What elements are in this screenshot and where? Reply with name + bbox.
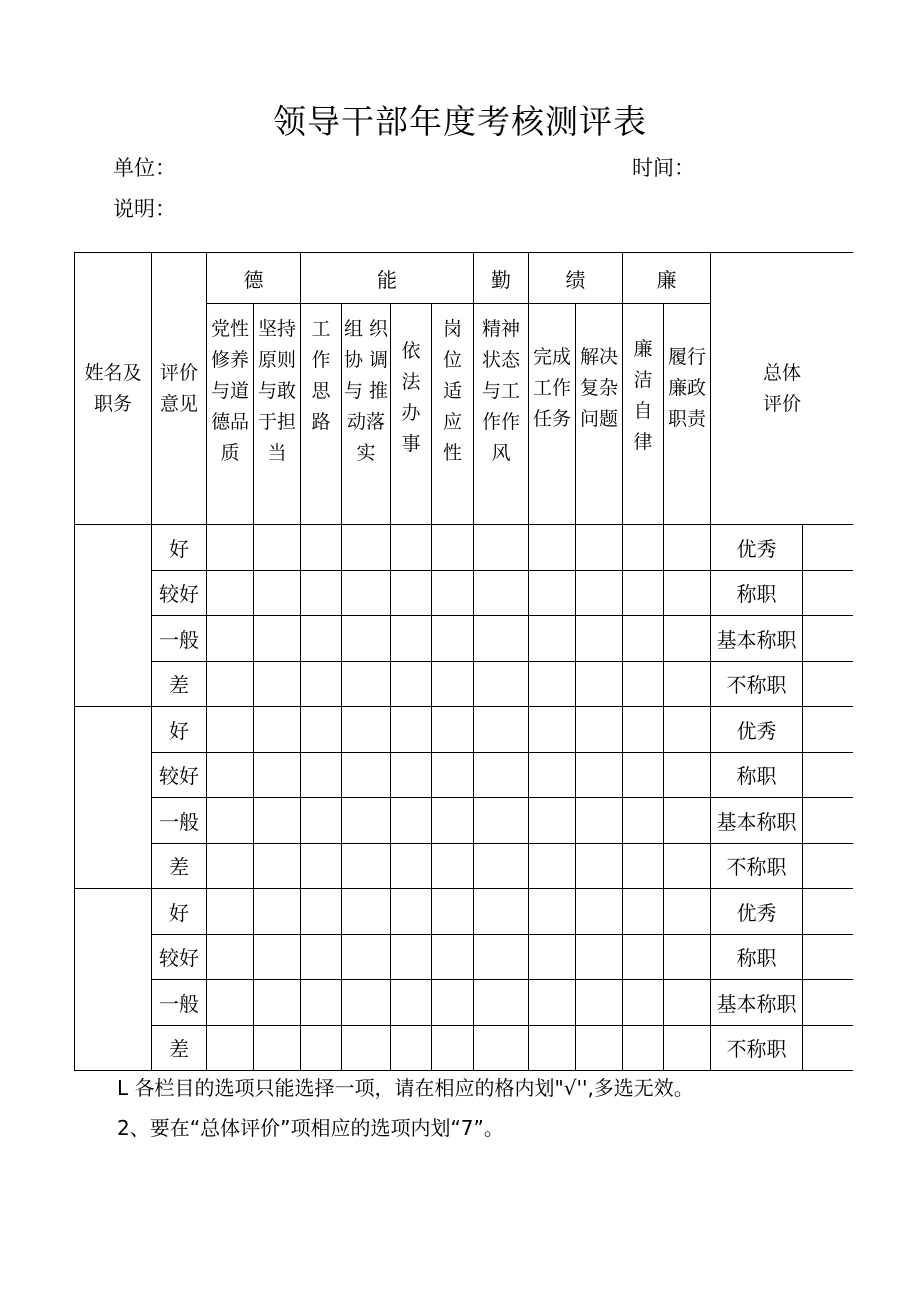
rating-checkbox-cell[interactable] [253, 615, 300, 661]
rating-checkbox-cell[interactable] [575, 524, 622, 570]
rating-checkbox-cell[interactable] [528, 843, 575, 889]
rating-checkbox-cell[interactable] [622, 797, 663, 843]
rating-checkbox-cell[interactable] [622, 661, 663, 707]
rating-checkbox-cell[interactable] [206, 1025, 253, 1071]
rating-checkbox-cell[interactable] [390, 524, 431, 570]
rating-checkbox-cell[interactable] [528, 706, 575, 752]
overall-option-label: 称职 [710, 570, 802, 616]
item-header-10: 廉 洁 自 律 [622, 303, 663, 524]
overall-option-label: 不称职 [710, 843, 802, 889]
rating-checkbox-cell[interactable] [528, 888, 575, 934]
rating-checkbox-cell[interactable] [575, 661, 622, 707]
rating-checkbox-cell[interactable] [473, 752, 528, 798]
overall-checkbox-cell[interactable] [802, 843, 853, 889]
person-name-cell[interactable] [74, 706, 151, 888]
rating-checkbox-cell[interactable] [300, 1025, 341, 1071]
overall-option-label: 基本称职 [710, 615, 802, 661]
rating-level-label: 差 [151, 843, 206, 889]
rating-checkbox-cell[interactable] [206, 843, 253, 889]
overall-checkbox-cell[interactable] [802, 1025, 853, 1071]
rating-checkbox-cell[interactable] [300, 524, 341, 570]
rating-checkbox-cell[interactable] [473, 843, 528, 889]
rating-checkbox-cell[interactable] [253, 797, 300, 843]
rating-checkbox-cell[interactable] [663, 797, 710, 843]
rating-level-label: 较好 [151, 570, 206, 616]
rating-checkbox-cell[interactable] [341, 1025, 390, 1071]
rating-checkbox-cell[interactable] [253, 979, 300, 1025]
footnote-1: L 各栏目的选项只能选择一项，请在相应的格内划"√'',多选无效。 [117, 1076, 694, 1100]
rating-checkbox-cell[interactable] [390, 752, 431, 798]
rating-checkbox-cell[interactable] [575, 888, 622, 934]
item-header-6: 岗 位 适 应 性 [431, 303, 473, 524]
rating-checkbox-cell[interactable] [528, 661, 575, 707]
overall-checkbox-cell[interactable] [802, 888, 853, 934]
rating-checkbox-cell[interactable] [253, 524, 300, 570]
rating-checkbox-cell[interactable] [663, 1025, 710, 1071]
rating-checkbox-cell[interactable] [253, 752, 300, 798]
rating-checkbox-cell[interactable] [341, 661, 390, 707]
rating-checkbox-cell[interactable] [431, 979, 473, 1025]
rating-checkbox-cell[interactable] [575, 706, 622, 752]
item-header-3: 工 作 思 路 [300, 303, 341, 524]
rating-checkbox-cell[interactable] [431, 934, 473, 980]
rating-checkbox-cell[interactable] [341, 706, 390, 752]
rating-level-label: 较好 [151, 934, 206, 980]
overall-option-label: 称职 [710, 752, 802, 798]
person-name-cell[interactable] [74, 888, 151, 1070]
item-header-4: 组 织 协 调 与 推 动落 实 [341, 303, 390, 524]
rating-checkbox-cell[interactable] [431, 797, 473, 843]
overall-checkbox-cell[interactable] [802, 570, 853, 616]
rating-checkbox-cell[interactable] [528, 752, 575, 798]
item-header-7: 精神 状态 与工 作作 风 [473, 303, 528, 524]
rating-checkbox-cell[interactable] [431, 843, 473, 889]
rating-checkbox-cell[interactable] [473, 1025, 528, 1071]
rating-checkbox-cell[interactable] [528, 979, 575, 1025]
rating-checkbox-cell[interactable] [300, 570, 341, 616]
overall-checkbox-cell[interactable] [802, 797, 853, 843]
rating-checkbox-cell[interactable] [528, 524, 575, 570]
header-overall-evaluation: 总体 评价 [710, 252, 853, 524]
rating-checkbox-cell[interactable] [622, 570, 663, 616]
overall-option-label: 不称职 [710, 1025, 802, 1071]
rating-checkbox-cell[interactable] [341, 888, 390, 934]
overall-checkbox-cell[interactable] [802, 752, 853, 798]
rating-checkbox-cell[interactable] [622, 888, 663, 934]
rating-checkbox-cell[interactable] [300, 843, 341, 889]
item-header-1: 党性 修养 与道 德品 质 [206, 303, 253, 524]
rating-checkbox-cell[interactable] [663, 888, 710, 934]
rating-checkbox-cell[interactable] [431, 888, 473, 934]
rating-checkbox-cell[interactable] [341, 570, 390, 616]
overall-option-label: 称职 [710, 934, 802, 980]
rating-checkbox-cell[interactable] [390, 934, 431, 980]
rating-level-label: 一般 [151, 979, 206, 1025]
rating-checkbox-cell[interactable] [341, 797, 390, 843]
rating-checkbox-cell[interactable] [253, 888, 300, 934]
overall-checkbox-cell[interactable] [802, 934, 853, 980]
rating-checkbox-cell[interactable] [206, 524, 253, 570]
rating-checkbox-cell[interactable] [528, 615, 575, 661]
rating-checkbox-cell[interactable] [206, 570, 253, 616]
rating-checkbox-cell[interactable] [341, 615, 390, 661]
rating-checkbox-cell[interactable] [622, 1025, 663, 1071]
rating-level-label: 一般 [151, 615, 206, 661]
rating-checkbox-cell[interactable] [575, 934, 622, 980]
rating-checkbox-cell[interactable] [253, 706, 300, 752]
category-de: 德 [206, 252, 300, 303]
rating-checkbox-cell[interactable] [253, 843, 300, 889]
rating-checkbox-cell[interactable] [622, 979, 663, 1025]
rating-checkbox-cell[interactable] [341, 979, 390, 1025]
rating-checkbox-cell[interactable] [253, 661, 300, 707]
unit-label: 单位： [113, 156, 176, 180]
rating-checkbox-cell[interactable] [341, 934, 390, 980]
category-neng: 能 [300, 252, 473, 303]
rating-checkbox-cell[interactable] [253, 570, 300, 616]
rating-checkbox-cell[interactable] [341, 843, 390, 889]
header-evaluation-opinion: 评价 意见 [151, 252, 206, 524]
rating-checkbox-cell[interactable] [253, 1025, 300, 1071]
rating-checkbox-cell[interactable] [663, 934, 710, 980]
page-title: 领导干部年度考核测评表 [273, 102, 647, 141]
rating-checkbox-cell[interactable] [528, 934, 575, 980]
person-name-cell[interactable] [74, 524, 151, 706]
rating-checkbox-cell[interactable] [390, 797, 431, 843]
rating-checkbox-cell[interactable] [663, 615, 710, 661]
rating-checkbox-cell[interactable] [622, 934, 663, 980]
rating-checkbox-cell[interactable] [528, 570, 575, 616]
table-bottom-line [74, 1070, 853, 1071]
rating-checkbox-cell[interactable] [300, 797, 341, 843]
item-header-5: 依 法 办 事 [390, 303, 431, 524]
rating-checkbox-cell[interactable] [431, 570, 473, 616]
rating-checkbox-cell[interactable] [300, 706, 341, 752]
rating-checkbox-cell[interactable] [206, 661, 253, 707]
rating-checkbox-cell[interactable] [622, 706, 663, 752]
overall-checkbox-cell[interactable] [802, 524, 853, 570]
rating-checkbox-cell[interactable] [206, 752, 253, 798]
rating-checkbox-cell[interactable] [341, 752, 390, 798]
rating-checkbox-cell[interactable] [300, 888, 341, 934]
rating-checkbox-cell[interactable] [622, 752, 663, 798]
rating-checkbox-cell[interactable] [390, 888, 431, 934]
rating-checkbox-cell[interactable] [473, 797, 528, 843]
rating-checkbox-cell[interactable] [341, 524, 390, 570]
rating-checkbox-cell[interactable] [473, 934, 528, 980]
rating-checkbox-cell[interactable] [253, 934, 300, 980]
rating-checkbox-cell[interactable] [300, 979, 341, 1025]
rating-checkbox-cell[interactable] [206, 979, 253, 1025]
rating-checkbox-cell[interactable] [431, 661, 473, 707]
rating-checkbox-cell[interactable] [663, 752, 710, 798]
time-label: 时间： [632, 156, 695, 180]
overall-checkbox-cell[interactable] [802, 615, 853, 661]
rating-checkbox-cell[interactable] [473, 661, 528, 707]
rating-checkbox-cell[interactable] [473, 524, 528, 570]
rating-checkbox-cell[interactable] [390, 843, 431, 889]
rating-checkbox-cell[interactable] [473, 570, 528, 616]
overall-checkbox-cell[interactable] [802, 661, 853, 707]
rating-checkbox-cell[interactable] [575, 570, 622, 616]
rating-checkbox-cell[interactable] [622, 843, 663, 889]
rating-checkbox-cell[interactable] [663, 524, 710, 570]
rating-checkbox-cell[interactable] [390, 570, 431, 616]
rating-checkbox-cell[interactable] [390, 979, 431, 1025]
rating-checkbox-cell[interactable] [300, 752, 341, 798]
rating-checkbox-cell[interactable] [575, 1025, 622, 1071]
rating-checkbox-cell[interactable] [206, 706, 253, 752]
rating-checkbox-cell[interactable] [575, 843, 622, 889]
overall-checkbox-cell[interactable] [802, 979, 853, 1025]
overall-option-label: 优秀 [710, 706, 802, 752]
rating-checkbox-cell[interactable] [622, 524, 663, 570]
rating-checkbox-cell[interactable] [206, 888, 253, 934]
note-label: 说明： [113, 197, 176, 221]
category-qin: 勤 [473, 252, 528, 303]
item-header-9: 解决 复杂 问题 [575, 303, 622, 524]
rating-checkbox-cell[interactable] [206, 934, 253, 980]
overall-option-label: 优秀 [710, 524, 802, 570]
rating-checkbox-cell[interactable] [390, 615, 431, 661]
rating-checkbox-cell[interactable] [663, 706, 710, 752]
item-header-11: 履行 廉政 职责 [663, 303, 710, 524]
rating-checkbox-cell[interactable] [663, 843, 710, 889]
overall-checkbox-cell[interactable] [802, 706, 853, 752]
overall-option-label: 基本称职 [710, 797, 802, 843]
footnote-2: 2、要在“总体评价”项相应的选项内划“7”。 [117, 1116, 504, 1140]
category-lian: 廉 [622, 252, 710, 303]
item-header-2: 坚持 原则 与敢 于担 当 [253, 303, 300, 524]
item-header-8: 完成 工作 任务 [528, 303, 575, 524]
overall-option-label: 不称职 [710, 661, 802, 707]
rating-checkbox-cell[interactable] [300, 661, 341, 707]
rating-checkbox-cell[interactable] [528, 1025, 575, 1071]
overall-option-label: 优秀 [710, 888, 802, 934]
rating-checkbox-cell[interactable] [431, 524, 473, 570]
rating-checkbox-cell[interactable] [575, 979, 622, 1025]
rating-checkbox-cell[interactable] [431, 752, 473, 798]
rating-level-label: 好 [151, 888, 206, 934]
rating-checkbox-cell[interactable] [431, 706, 473, 752]
rating-checkbox-cell[interactable] [575, 752, 622, 798]
rating-checkbox-cell[interactable] [431, 1025, 473, 1071]
rating-checkbox-cell[interactable] [206, 797, 253, 843]
rating-checkbox-cell[interactable] [390, 1025, 431, 1071]
rating-checkbox-cell[interactable] [663, 661, 710, 707]
rating-checkbox-cell[interactable] [390, 661, 431, 707]
rating-checkbox-cell[interactable] [528, 797, 575, 843]
rating-checkbox-cell[interactable] [663, 979, 710, 1025]
rating-checkbox-cell[interactable] [473, 888, 528, 934]
category-ji: 绩 [528, 252, 622, 303]
rating-checkbox-cell[interactable] [575, 797, 622, 843]
rating-checkbox-cell[interactable] [300, 934, 341, 980]
rating-level-label: 好 [151, 706, 206, 752]
rating-level-label: 差 [151, 1025, 206, 1071]
rating-checkbox-cell[interactable] [575, 615, 622, 661]
rating-checkbox-cell[interactable] [663, 570, 710, 616]
rating-checkbox-cell[interactable] [300, 615, 341, 661]
rating-level-label: 好 [151, 524, 206, 570]
rating-checkbox-cell[interactable] [431, 615, 473, 661]
rating-checkbox-cell[interactable] [622, 615, 663, 661]
overall-option-label: 基本称职 [710, 979, 802, 1025]
rating-checkbox-cell[interactable] [390, 706, 431, 752]
rating-level-label: 差 [151, 661, 206, 707]
header-name-position: 姓名及 职务 [74, 252, 151, 524]
rating-checkbox-cell[interactable] [473, 979, 528, 1025]
rating-checkbox-cell[interactable] [206, 615, 253, 661]
rating-checkbox-cell[interactable] [473, 706, 528, 752]
rating-checkbox-cell[interactable] [473, 615, 528, 661]
rating-level-label: 较好 [151, 752, 206, 798]
rating-level-label: 一般 [151, 797, 206, 843]
